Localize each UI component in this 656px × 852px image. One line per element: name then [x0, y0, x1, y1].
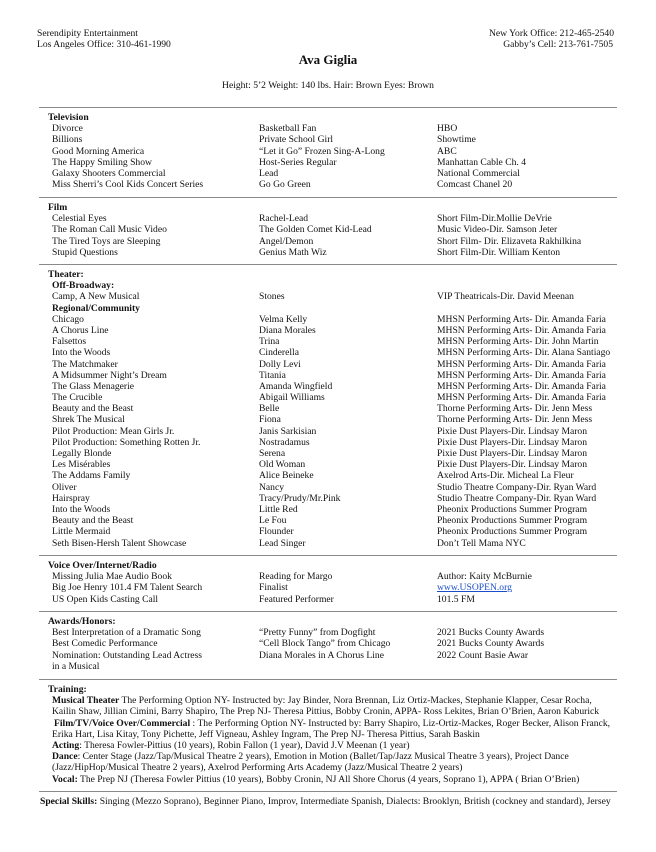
credit-role: Trina: [259, 336, 280, 348]
section-title: Voice Over/Internet/Radio: [48, 560, 157, 571]
credit-role: Belle: [259, 403, 280, 415]
physical-stats: Height: 5’2 Weight: 140 lbs. Hair: Brown Eyes: Brown: [222, 80, 434, 91]
credit-row: [48, 459, 618, 470]
credits-list: [48, 213, 618, 258]
credit-role: Tracy/Prudy/Mr.Pink: [259, 492, 341, 504]
special-skills-text: Singing (Mezzo Soprano), Beginner Piano, Improv, Intermediate Spanish, Dialects: Brooklyn, British (cockney and standard), Jersey: [97, 796, 611, 807]
credit-venue: Pheonix Productions Summer Program: [437, 503, 588, 515]
voiceover-section: [48, 560, 618, 605]
credit-row: [48, 515, 618, 526]
credit-row: [48, 179, 618, 190]
credit-venue: Comcast Chanel 20: [437, 179, 513, 191]
credit-role: Amanda Wingfield: [259, 380, 333, 392]
credit-role: Lead Singer: [259, 537, 306, 549]
training-text: : Theresa Fowler-Pittius (10 years), Robin Fallon (1 year), David J.V Meenan (1 year): [79, 739, 410, 751]
agency-contact: [37, 28, 171, 50]
credits-list: [48, 291, 618, 302]
credit-role: Janis Sarkisian: [259, 425, 317, 437]
credit-venue: Axelrod Arts-Dir. Micheal La Fleur: [437, 470, 574, 482]
credit-venue: Don’t Tell Mama NYC: [437, 537, 526, 549]
credit-title: Legally Blonde: [52, 448, 112, 459]
credit-role: Rachel-Lead: [259, 213, 309, 225]
credit-role: Finalist: [259, 582, 288, 594]
credit-title: Missing Julia Mae Audio Book: [52, 571, 172, 583]
training-dance: [48, 751, 618, 762]
subsection-title-regional: Regional/Community: [52, 302, 140, 314]
credit-role: Serena: [259, 448, 286, 459]
credit-venue: Pheonix Productions Summer Program: [437, 515, 588, 527]
credit-role: Stones: [259, 291, 285, 303]
training-label: Film/TV/Voice Over/Commercial: [54, 717, 191, 729]
training-label: Musical Theater: [52, 695, 120, 707]
credit-title: A Midsummer Night’s Dream: [52, 369, 167, 381]
credit-venue: 2021 Bucks County Awards: [437, 627, 545, 639]
credit-row: [48, 414, 618, 425]
credit-role: Go Go Green: [259, 179, 311, 191]
credit-row: [48, 392, 618, 403]
credit-venue: Studio Theatre Company-Dir. Ryan Ward: [437, 492, 597, 504]
credit-title: Chicago: [52, 313, 84, 325]
credit-venue: Short Film-Dir. William Kenton: [437, 246, 561, 258]
credit-row: [48, 538, 618, 549]
credit-venue: Pixie Dust Players-Dir. Lindsay Maron: [437, 425, 588, 437]
training-text: The Prep NJ (Theresa Fowler Pittius (10 years), Bobby Cronin, NJ All Shore Chorus (4 years, Soprano 1), APPA ( Brian O’Brien): [77, 773, 580, 785]
awards-section: [48, 616, 618, 672]
credit-row: [48, 291, 618, 302]
credit-venue: MHSN Performing Arts- Dir. Amanda Faria: [437, 358, 606, 370]
credit-row: [48, 168, 618, 179]
credit-venue: MHSN Performing Arts- Dir. Amanda Faria: [437, 369, 606, 381]
credit-row: [48, 582, 618, 593]
divider: [39, 791, 617, 792]
credit-role: The Golden Comet Kid-Lead: [259, 224, 372, 236]
credit-role: Lead: [259, 167, 279, 179]
section-title: Training:: [48, 684, 87, 695]
credit-venue: 2022 Count Basie Awar: [437, 649, 529, 661]
credit-title: The Addams Family: [52, 470, 131, 482]
credit-title: in a Musical: [52, 660, 100, 672]
training-label: Vocal:: [52, 773, 78, 785]
credit-title: US Open Kids Casting Call: [52, 593, 159, 605]
credit-title: Divorce: [52, 123, 83, 135]
credit-venue: 101.5 FM: [437, 593, 475, 605]
credit-role: Private School Girl: [259, 134, 334, 146]
credit-role: Genius Math Wiz: [259, 246, 327, 258]
credit-role: Basketball Fan: [259, 123, 317, 135]
credit-row: [48, 236, 618, 247]
credit-venue: MHSN Performing Arts- Dir. Amanda Faria: [437, 324, 606, 336]
credit-title: Shrek The Musical: [52, 414, 125, 426]
credit-venue: ABC: [437, 145, 457, 157]
credit-venue: Short Film- Dir. Elizaveta Rakhilkina: [437, 235, 582, 247]
credit-row: [48, 526, 618, 537]
credit-venue: Author: Kaity McBurnie: [437, 571, 532, 583]
credit-row: [48, 325, 618, 336]
credit-title: Seth Bisen-Hersh Talent Showcase: [52, 537, 187, 549]
divider: [39, 611, 617, 612]
credit-role: Nancy: [259, 481, 285, 493]
credit-row: [48, 224, 618, 235]
credit-row: [48, 650, 618, 661]
credit-role: “Cell Block Tango” from Chicago: [259, 638, 391, 650]
special-skills-label: Special Skills:: [40, 796, 98, 807]
credit-row: [48, 482, 618, 493]
credit-venue: [437, 582, 512, 593]
actor-name: Ava Giglia: [298, 52, 358, 67]
subsection-title-off-broadway: Off-Broadway:: [52, 280, 115, 292]
credits-list: [48, 123, 618, 190]
credit-title: Pilot Production: Something Rotten Jr.: [52, 436, 201, 448]
credit-row: [48, 594, 618, 605]
film-section: [48, 202, 618, 258]
special-skills: [40, 796, 611, 807]
credit-role: Nostradamus: [259, 436, 310, 448]
credit-row: [48, 336, 618, 347]
training-acting: [48, 740, 618, 751]
credit-role: Diana Morales: [259, 324, 316, 336]
la-office-phone: Los Angeles Office: 310-461-1990: [37, 39, 171, 51]
training-text: The Performing Option NY- Instructed by: Jay Binder, Nora Brennan, Liz Ortiz-Mackes, Stephanie Klapper, Cesar Rocha,: [119, 695, 592, 707]
credit-role: Abigail Williams: [259, 392, 325, 404]
training-label: Dance: [52, 751, 78, 763]
credit-title: The Happy Smiling Show: [52, 156, 152, 168]
credit-title: Best Interpretation of a Dramatic Song: [52, 627, 201, 639]
credit-role: Little Red: [259, 503, 298, 515]
credit-row: [48, 370, 618, 381]
divider: [39, 264, 617, 265]
training-dance-cont: (Jazz/HipHop/Musical Theatre 2 years), Axelrod Performing Arts Academy (Jazz/Musical Theatre 2 years): [52, 762, 463, 774]
credit-venue: VIP Theatricals-Dir. David Meenan: [437, 291, 574, 303]
credit-title: The Roman Call Music Video: [52, 224, 167, 236]
credit-row: [48, 123, 618, 134]
credit-venue: MHSN Performing Arts- Dir. Amanda Faria: [437, 380, 606, 392]
credit-title: Oliver: [52, 481, 77, 493]
agent-cell-phone: Gabby’s Cell: 213-761-7505: [503, 39, 613, 51]
credit-title: Best Comedic Performance: [52, 638, 158, 650]
credit-row: [48, 571, 618, 582]
credit-role: Flounder: [259, 526, 294, 538]
credit-row: [48, 493, 618, 504]
credit-role: “Let it Go” Frozen Sing-A-Long: [259, 145, 385, 157]
awards-list: [48, 627, 618, 672]
credit-title: Hairspray: [52, 492, 90, 504]
credit-row: [48, 504, 618, 515]
credit-row: [48, 157, 618, 168]
credit-title: Little Mermaid: [52, 526, 111, 538]
credit-title: Big Joe Henry 101.4 FM Talent Search: [52, 582, 203, 594]
section-title: Film: [48, 202, 68, 213]
credit-role: Dolly Levi: [259, 358, 301, 370]
credit-role: Angel/Demon: [259, 235, 314, 247]
section-title: Television: [48, 112, 89, 123]
credit-role: Host-Series Regular: [259, 156, 337, 168]
credit-row: [48, 448, 618, 459]
credit-title: Les Misérables: [52, 459, 111, 471]
credit-row: [48, 247, 618, 258]
credit-title: Nomination: Outstanding Lead Actress: [52, 649, 203, 661]
theater-section: [48, 269, 618, 549]
credit-row: [48, 403, 618, 414]
credit-role: Velma Kelly: [259, 313, 308, 325]
credit-row: [48, 146, 618, 157]
credit-venue: Showtime: [437, 134, 476, 146]
television-section: [48, 112, 618, 190]
credit-venue: Pheonix Productions Summer Program: [437, 526, 588, 538]
credit-role: Le Fou: [259, 515, 287, 527]
training-film-tv: [48, 718, 618, 729]
credit-role: Featured Performer: [259, 593, 334, 605]
credit-venue: Thorne Performing Arts- Dir. Jenn Mess: [437, 403, 593, 415]
credit-venue: Pixie Dust Players-Dir. Lindsay Maron: [437, 436, 588, 448]
credit-row: [48, 638, 618, 649]
credit-venue: MHSN Performing Arts- Dir. Alana Santiago: [437, 347, 611, 359]
credit-title: The Matchmaker: [52, 358, 118, 370]
credit-title: Good Morning America: [52, 145, 145, 157]
credit-venue: Music Video-Dir. Samson Jeter: [437, 224, 558, 236]
credit-venue: Pixie Dust Players-Dir. Lindsay Maron: [437, 448, 588, 459]
credit-title: Beauty and the Beast: [52, 515, 134, 527]
training-label: Acting: [52, 739, 80, 751]
ny-office-phone: New York Office: 212-465-2540: [488, 28, 614, 39]
credit-row: [48, 213, 618, 224]
credit-venue: 2021 Bucks County Awards: [437, 638, 545, 650]
credit-venue: Thorne Performing Arts- Dir. Jenn Mess: [437, 414, 593, 426]
divider: [39, 679, 617, 680]
credit-title: The Glass Menagerie: [52, 380, 135, 392]
credit-venue: Short Film-Dir.Mollie DeVrie: [437, 213, 552, 225]
credit-title: Beauty and the Beast: [52, 403, 134, 415]
office-contact: [489, 28, 614, 50]
credit-row: [48, 627, 618, 638]
website-link[interactable]: www.USOPEN.org: [437, 582, 512, 594]
training-text: : The Performing Option NY- Instructed by: Barry Shapiro, Liz-Ortiz-Mackes, Roger Becker, Alison Franck,: [190, 717, 611, 729]
credit-title: Camp, A New Musical: [52, 291, 140, 303]
credit-row: [48, 359, 618, 370]
credit-row: [48, 347, 618, 358]
credit-venue: MHSN Performing Arts- Dir. John Martin: [437, 336, 599, 348]
credit-title: Into the Woods: [52, 503, 111, 515]
credit-role: “Pretty Funny” from Dogfight: [259, 627, 376, 639]
training-musical-theater-cont: Kailin Shaw, Jillian Cimini, Barry Shapiro, The Prep NJ- Theresa Pittius, Bobby Cronin, APPA- Ross Lekites, Brian O’Brien, Aaron Kaburick: [52, 706, 600, 718]
section-title: Awards/Honors:: [48, 616, 116, 627]
credit-row: [48, 426, 618, 437]
credit-row: [48, 134, 618, 145]
credit-title: A Chorus Line: [52, 324, 109, 336]
credit-title: Galaxy Shooters Commercial: [52, 167, 166, 179]
credit-title: The Tired Toys are Sleeping: [52, 235, 161, 247]
credit-title: Billions: [52, 134, 83, 146]
credit-title: Miss Sherri’s Cool Kids Concert Series: [52, 179, 204, 191]
credit-venue: Studio Theatre Company-Dir. Ryan Ward: [437, 481, 597, 493]
credit-role: Cinderella: [259, 347, 299, 359]
credits-list: [48, 314, 618, 549]
credit-venue: MHSN Performing Arts- Dir. Amanda Faria: [437, 392, 606, 404]
divider: [39, 197, 617, 198]
training-vocal: [48, 774, 618, 785]
credit-row: [48, 470, 618, 481]
credit-venue: Pixie Dust Players-Dir. Lindsay Maron: [437, 459, 588, 471]
training-text: : Center Stage (Jazz/Tap/Musical Theatre 2 years), Emotion in Motion (Ballet/Tap/Jazz Musical Theatre 3 years), Project Dance: [77, 751, 569, 763]
credit-title: Celestial Eyes: [52, 213, 107, 225]
credit-title: Into the Woods: [52, 347, 111, 359]
credit-role: Old Woman: [259, 459, 306, 471]
credit-row: [48, 437, 618, 448]
credits-list: [48, 571, 618, 605]
credit-title: Pilot Production: Mean Girls Jr.: [52, 425, 175, 437]
credit-title: The Crucible: [52, 392, 103, 404]
divider: [39, 555, 617, 556]
credit-role: Titania: [259, 369, 286, 381]
training-musical-theater: [48, 695, 618, 706]
training-film-tv-cont: Erika Hart, Lisa Kitay, Tony Pichette, Jeff Vigneau, Ashley Ingram, The Prep NJ- Theresa Pittius, Sarah Baskin: [52, 728, 480, 740]
training-section: [48, 684, 618, 785]
agency-name: Serendipity Entertainment: [37, 28, 138, 39]
credit-title: Falsettos: [52, 336, 87, 348]
divider: [39, 107, 617, 108]
credit-venue: HBO: [437, 123, 458, 135]
credit-venue: MHSN Performing Arts- Dir. Amanda Faria: [437, 313, 606, 325]
credit-venue: National Commercial: [437, 167, 520, 179]
section-title: Theater:: [48, 269, 84, 280]
credit-row: [48, 381, 618, 392]
credit-role: Diana Morales in A Chorus Line: [259, 649, 384, 661]
credit-role: Alice Beineke: [259, 470, 314, 482]
credit-title: Stupid Questions: [52, 246, 118, 258]
credit-row: [48, 314, 618, 325]
credit-role: Reading for Margo: [259, 571, 333, 583]
credit-role: Fiona: [259, 414, 281, 426]
credit-row: [48, 661, 618, 672]
credit-venue: Manhattan Cable Ch. 4: [437, 156, 526, 168]
